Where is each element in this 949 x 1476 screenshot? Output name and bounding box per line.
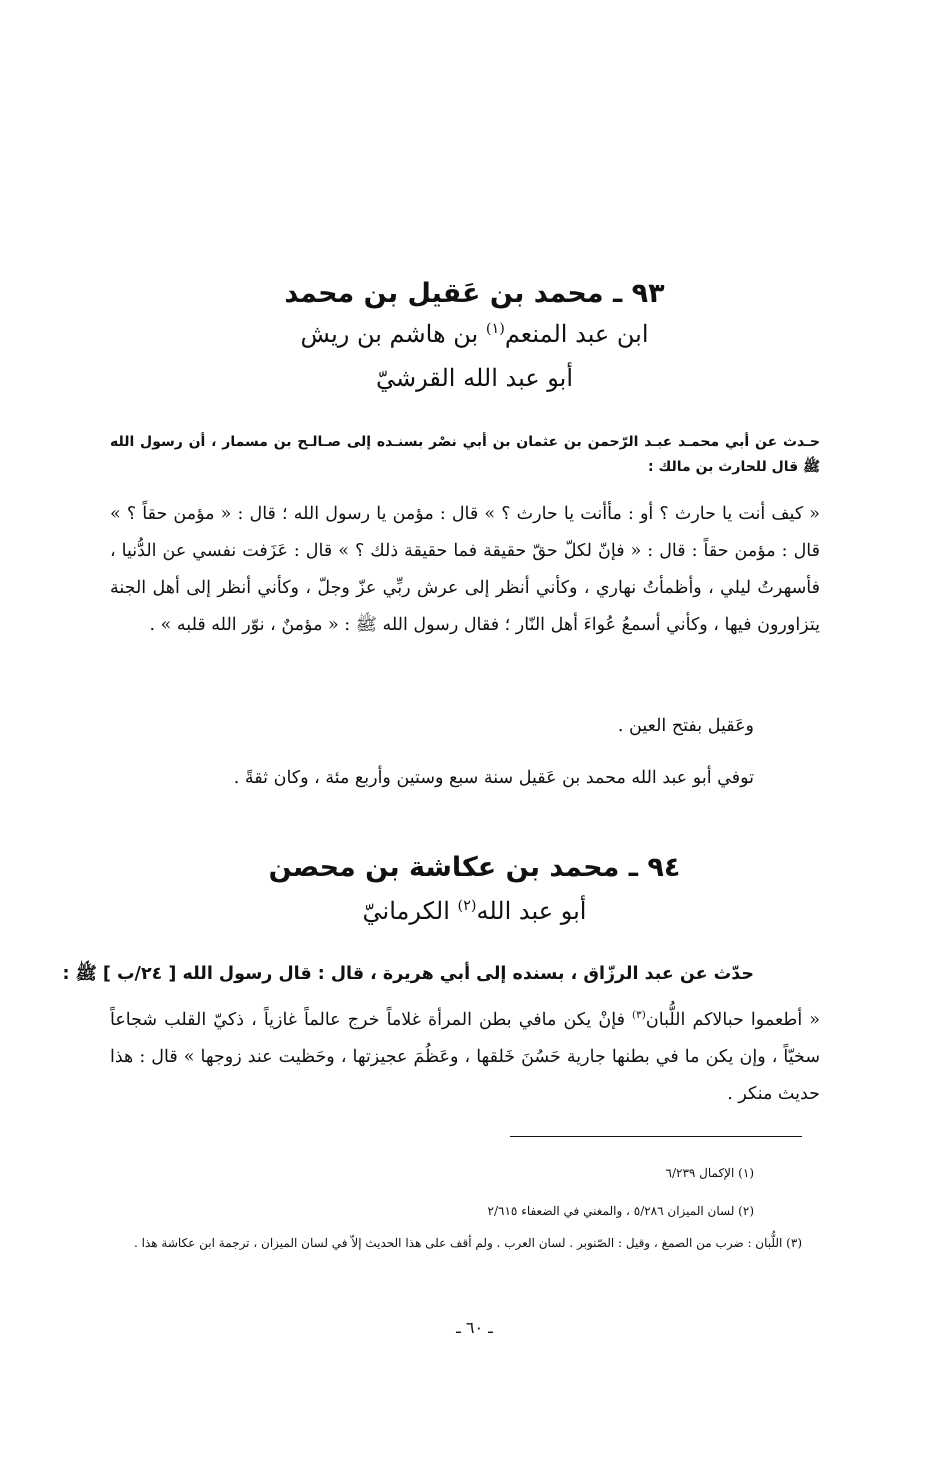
- entry-94-kunya: [0, 897, 949, 925]
- entry-94-hadith-start: « أطعموا حبالاكم اللُّبان: [645, 1009, 820, 1030]
- entry-94-isnad: حدّث عن عبد الرزّاق ، بسنده إلى أبي هريرة ، قال : قال رسول الله [ ٢٤/ب ] ﷺ :: [62, 964, 754, 984]
- entry-93-lineage-text: ابن عبد المنعم: [504, 320, 649, 348]
- entry-94-kunya-text: أبو عبد الله: [476, 897, 587, 925]
- entry-93-lineage-rest: بن هاشم بن ريش: [300, 320, 486, 348]
- footnote-1: (١) الإكمال ٦/٢٣٩: [665, 1166, 754, 1180]
- entry-93-hadith: « كيف أنت يا حارث ؟ أو : مأأنت يا حارث ؟ » قال : مؤمن يا رسول الله ؛ قال : « مؤمن حقاً ؟ » قال : مؤمن حقاً : قال : « فإنّ لكلّ حقّ حقيقة فما حقيقة ذلك ؟ » قال : عَزَفت نفسي عن الدُّنيا ، فأسهرتُ ليلي ، وأظمأتُ نهاري ، وكأني أنظر إلى عرش ربِّي عزّ وجلّ ، وكأني أنظر إلى أهل الجنة يتزاورون فيها ، وكأني أسمعُ عُواءَ أهل النّار ؛ فقال رسول الله ﷺ : « مؤمنٌ ، نوّر الله قلبه » .: [110, 504, 820, 635]
- footnote-2: (٢) لسان الميزان ٥/٢٨٦ ، والمغني في الضعفاء ٢/٦١٥: [487, 1204, 754, 1218]
- entry-94-hadith: [110, 997, 820, 1113]
- entry-94-hadith-rest: فإنْ يكن مافي بطن المرأة غلاماً خرج عالماً غازياً ، ذكيّ القلب شجاعاً سخيّاً ، وإن يكن ما في بطنها جارية حَسُنَ خَلقها ، وعَظُمَ عجيزتها ، وحَظيت عند زوجها » قال : هذا حديث منكر .: [110, 1009, 820, 1104]
- page-number: ـ ٦٠ ـ: [456, 1318, 493, 1337]
- footnote-ref-2: (٢): [457, 898, 477, 914]
- entry-93-lineage: [0, 320, 949, 348]
- entry-94-title: ٩٤ ـ محمد بن عكاشة بن محصن: [268, 852, 681, 883]
- entry-93-note: وعَقيل بفتح العين .: [617, 716, 754, 736]
- entry-93-death: توفي أبو عبد الله محمد بن عَقيل سنة سبع وستين وأربع مئة ، وكان ثقةً .: [233, 768, 754, 788]
- footnote-separator: [510, 1136, 802, 1137]
- entry-93-title: ٩٣ ـ محمد بن عَقيل بن محمد: [284, 278, 665, 309]
- entry-94-nisba: الكرمانيّ: [362, 897, 458, 925]
- entry-93-kunya: أبو عبد الله القرشيّ: [375, 364, 574, 392]
- footnote-3: (٣) اللُّبان : ضرب من الصمغ ، وقيل : الصّنوبر . لسان العرب . ولم أقف على هذا الحديث إلاّ في لسان الميزان ، ترجمة ابن عكاشة هذا .: [134, 1236, 802, 1250]
- footnote-ref-3: (٣): [632, 1009, 646, 1021]
- entry-93-isnad: حـدث عن أبي محمـد عبـد الرّحمن بن عثمان بن أبي نصْر بسنـده إلى صـالـح بن مسمار ، أن رسول الله ﷺ قال للحارث بن مالك :: [110, 434, 820, 475]
- footnote-ref-1: (١): [485, 321, 505, 337]
